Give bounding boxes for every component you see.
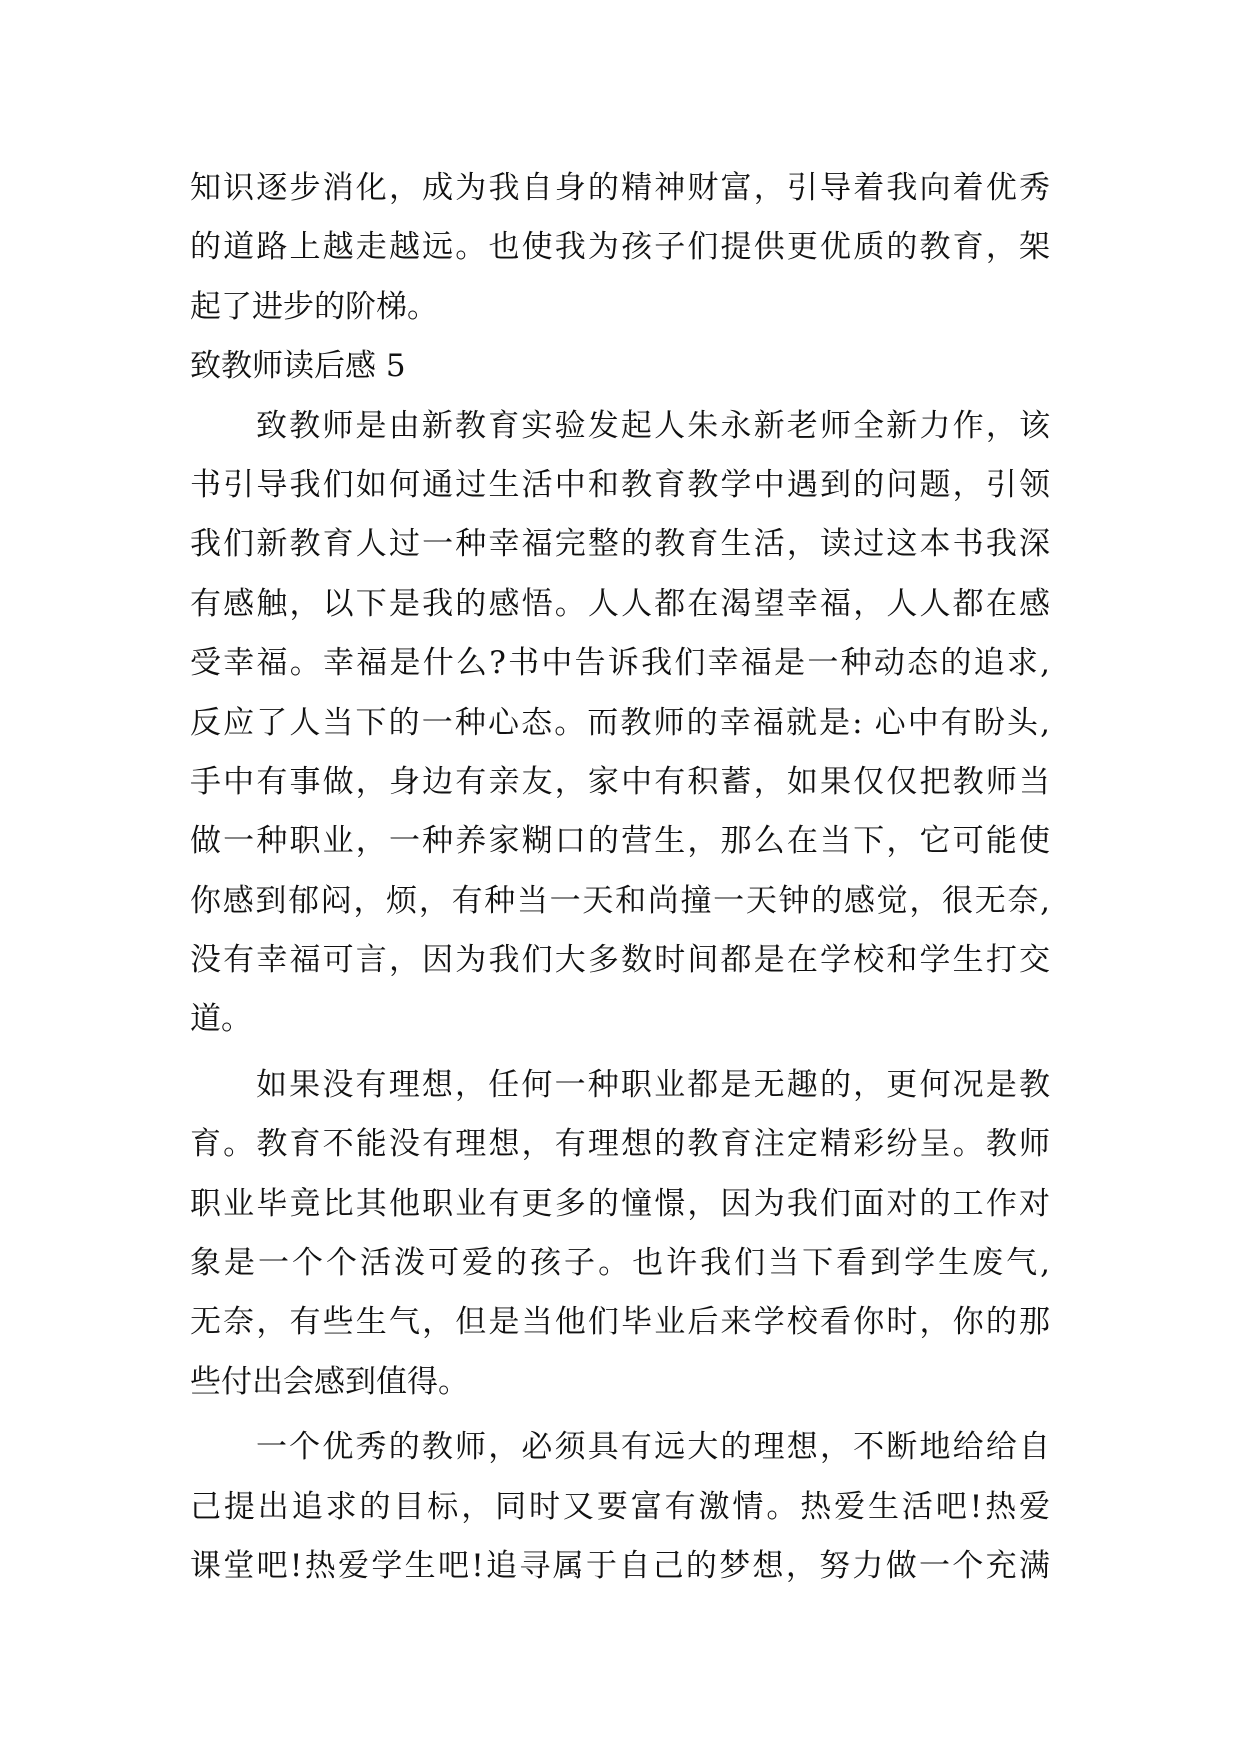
text-line: 我们新教育人过一种幸福完整的教育生活，读过这本书我深 [190, 526, 1050, 563]
text-line: 知识逐步消化，成为我自身的精神财富，引导着我向着优秀 [190, 170, 1050, 206]
text-line: 职业毕竟比其他职业有更多的憧憬，因为我们面对的工作对 [190, 1185, 1050, 1222]
section-title: 致教师读后感 5 [190, 348, 406, 385]
text-line: 没有幸福可言，因为我们大多数时间都是在学校和学生打交 [190, 942, 1050, 979]
text-line: 反应了人当下的一种心态。而教师的幸福就是: 心中有盼头, [190, 704, 1050, 741]
text-line: 些付出会感到值得。 [190, 1363, 469, 1400]
paragraph [190, 1418, 1050, 1596]
paragraph [190, 397, 1050, 1050]
text-line: 的道路上越走越远。也使我为孩子们提供更优质的教育，架 [190, 229, 1050, 266]
text-line: 己提出追求的目标，同时又要富有激情。热爱生活吧!热爱 [190, 1488, 1050, 1525]
text-line: 无奈，有些生气，但是当他们毕业后来学校看你时，你的那 [190, 1304, 1050, 1341]
intro-paragraph [190, 159, 1050, 337]
paragraph [190, 1056, 1050, 1412]
text-line: 有感触，以下是我的感悟。人人都在渴望幸福，人人都在感 [190, 585, 1050, 622]
text-line: 育。教育不能没有理想，有理想的教育注定精彩纷呈。教师 [190, 1126, 1050, 1163]
text-line: 手中有事做，身边有亲友，家中有积蓄，如果仅仅把教师当 [190, 763, 1050, 800]
text-line: 象是一个个活泼可爱的孩子。也许我们当下看到学生废气, [190, 1245, 1050, 1282]
text-line: 一个优秀的教师，必须具有远大的理想，不断地给给自 [256, 1429, 1050, 1466]
text-line: 受幸福。幸福是什么?书中告诉我们幸福是一种动态的追求, [190, 645, 1050, 682]
text-line: 致教师是由新教育实验发起人朱永新老师全新力作，该 [256, 407, 1050, 444]
text-line: 如果没有理想，任何一种职业都是无趣的，更何况是教 [256, 1066, 1050, 1103]
text-line: 起了进步的阶梯。 [190, 288, 438, 325]
text-line: 你感到郁闷，烦，有种当一天和尚撞一天钟的感觉，很无奈, [190, 882, 1050, 919]
text-line: 做一种职业，一种养家糊口的营生，那么在当下，它可能使 [190, 823, 1050, 860]
text-line: 道。 [190, 1001, 252, 1038]
text-line: 课堂吧!热爱学生吧!追寻属于自己的梦想，努力做一个充满 [190, 1547, 1050, 1584]
text-line: 书引导我们如何通过生活中和教育教学中遇到的问题，引领 [190, 466, 1050, 503]
document-body [190, 159, 1050, 1596]
